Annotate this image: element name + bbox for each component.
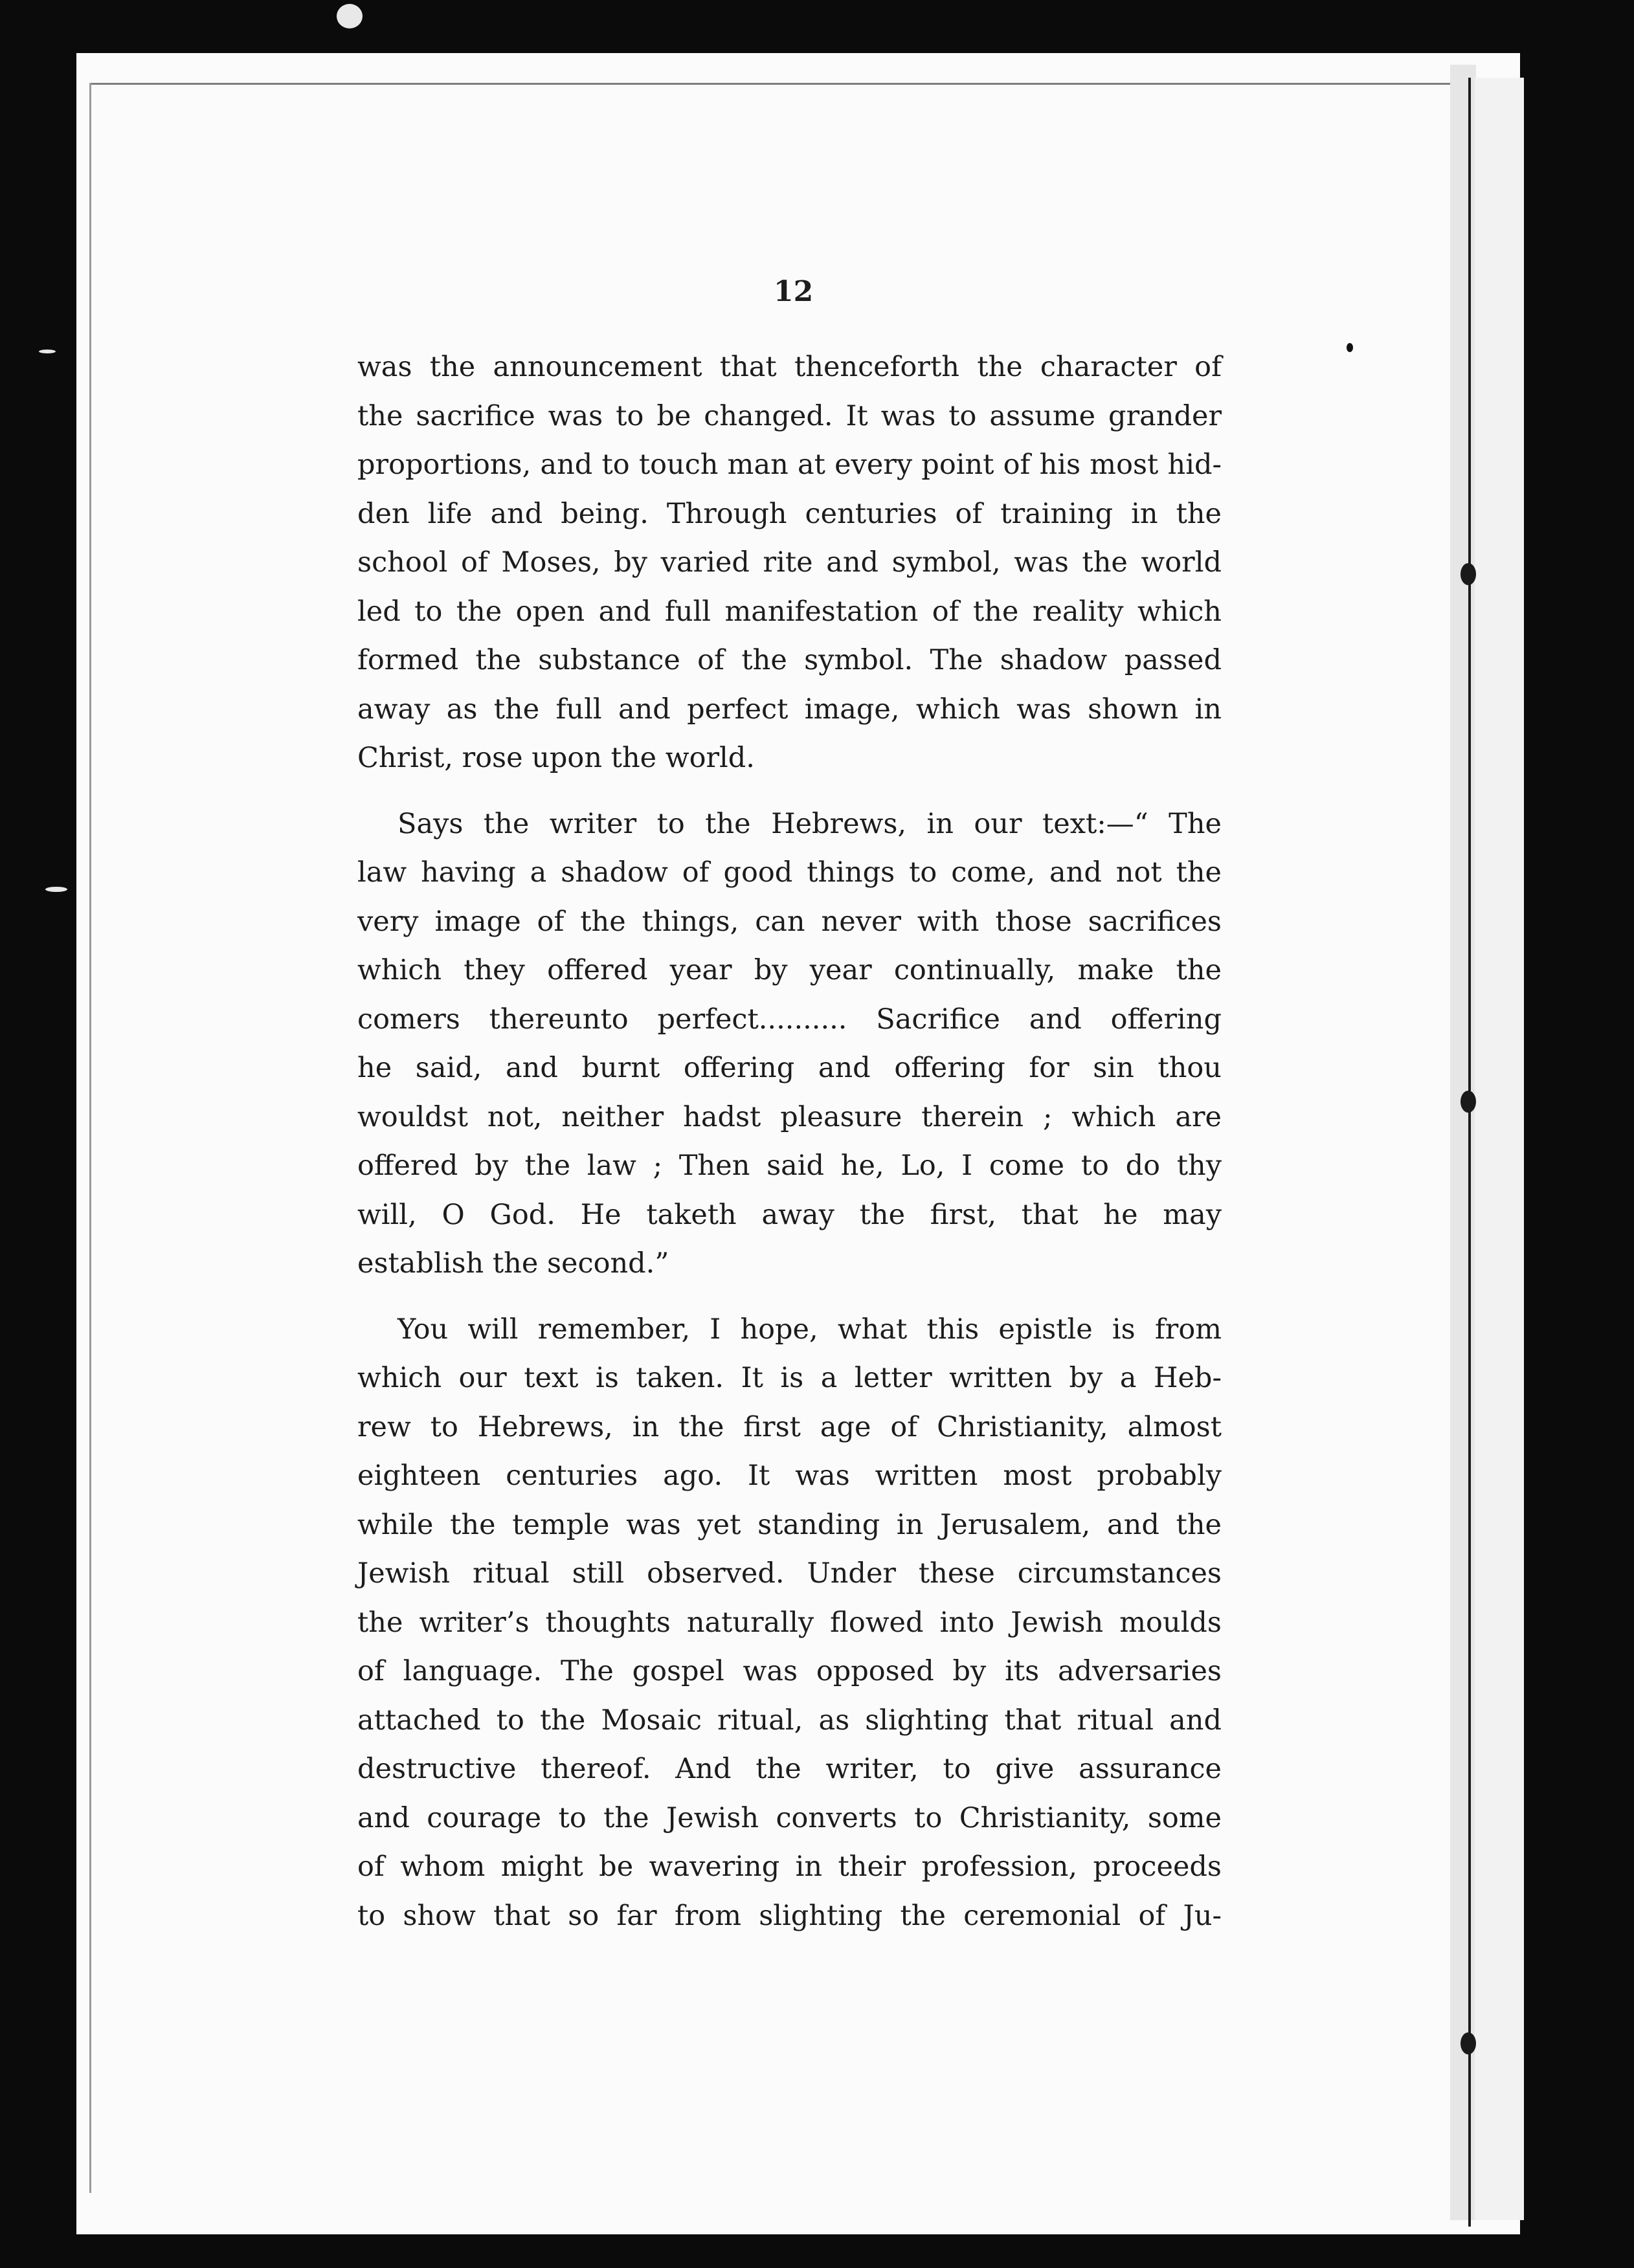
text-line: offered by the law ; Then said he, Lo, I come to do thy: [357, 1150, 1222, 1182]
paragraph-3: [357, 1306, 1222, 1941]
binding-stitch-mark: [1461, 563, 1476, 585]
text-line: school of Moses, by varied rite and symbol, was the world: [357, 546, 1222, 579]
text-line: led to the open and full manifestation of the reality which: [357, 595, 1222, 628]
text-line: establish the second.”: [357, 1247, 669, 1280]
adjacent-page-edge: [1475, 78, 1524, 2220]
binding-stitch-mark: [1461, 1091, 1476, 1113]
body-text: [357, 343, 1222, 1940]
text-line: Christ, rose upon the world.: [357, 742, 755, 774]
text-line: attached to the Mosaic ritual, as slighting that ritual and: [357, 1704, 1222, 1737]
text-line: den life and being. Through centuries of training in the: [357, 497, 1222, 530]
text-line: to show that so far from slighting the ceremonial of Ju-: [357, 1899, 1222, 1932]
text-line: away as the full and perfect image, which was shown in: [357, 693, 1222, 726]
text-line: will, O God. He taketh away the first, that he may: [357, 1198, 1222, 1231]
dust-speck: [337, 4, 363, 28]
ink-speck: [1347, 343, 1353, 352]
text-line: very image of the things, can never with those sacrifices: [357, 905, 1222, 938]
page-number: 12: [774, 275, 814, 308]
text-line: was the announcement that thenceforth the character of: [357, 351, 1222, 383]
text-line: destructive thereof. And the writer, to give assurance: [357, 1753, 1222, 1785]
text-line: of language. The gospel was opposed by its adversaries: [357, 1655, 1222, 1687]
text-line: he said, and burnt offering and offering for sin thou: [357, 1052, 1222, 1084]
paragraph-1: [357, 343, 1222, 783]
gutter-binding-line: [1468, 78, 1471, 2227]
text-line: proportions, and to touch man at every point of his most hid-: [357, 449, 1222, 481]
dust-speck: [45, 887, 67, 892]
page-left-border: [89, 83, 91, 2193]
text-line: rew to Hebrews, in the first age of Christianity, almost: [357, 1410, 1222, 1443]
text-line: while the temple was yet standing in Jerusalem, and the: [357, 1508, 1222, 1541]
text-line: formed the substance of the symbol. The shadow passed: [357, 644, 1222, 676]
text-line: and courage to the Jewish converts to Christianity, some: [357, 1801, 1222, 1834]
text-line: law having a shadow of good things to come, and not the: [357, 856, 1222, 889]
text-line: which our text is taken. It is a letter written by a Heb-: [357, 1362, 1222, 1394]
text-line: Jewish ritual still observed. Under these circumstances: [357, 1557, 1222, 1590]
dust-speck: [39, 350, 56, 353]
text-line: of whom might be wavering in their profession, proceeds: [357, 1851, 1222, 1883]
text-line: Says the writer to the Hebrews, in our text:—“ The: [397, 807, 1222, 840]
text-line: wouldst not, neither hadst pleasure therein ; which are: [357, 1100, 1222, 1133]
text-line: which they offered year by year continually, make the: [357, 954, 1222, 986]
page-gutter: [1450, 65, 1476, 2220]
paragraph-2: [357, 800, 1222, 1289]
page-top-border: [89, 83, 1520, 85]
text-line: comers thereunto perfect.......... Sacrifice and offering: [357, 1003, 1222, 1036]
binding-stitch-mark: [1461, 2032, 1476, 2054]
text-line: the writer’s thoughts naturally flowed into Jewish moulds: [357, 1606, 1222, 1639]
text-line: You will remember, I hope, what this epistle is from: [397, 1313, 1222, 1346]
text-line: the sacrifice was to be changed. It was to assume grander: [357, 399, 1222, 432]
text-line: eighteen centuries ago. It was written most probably: [357, 1460, 1222, 1492]
